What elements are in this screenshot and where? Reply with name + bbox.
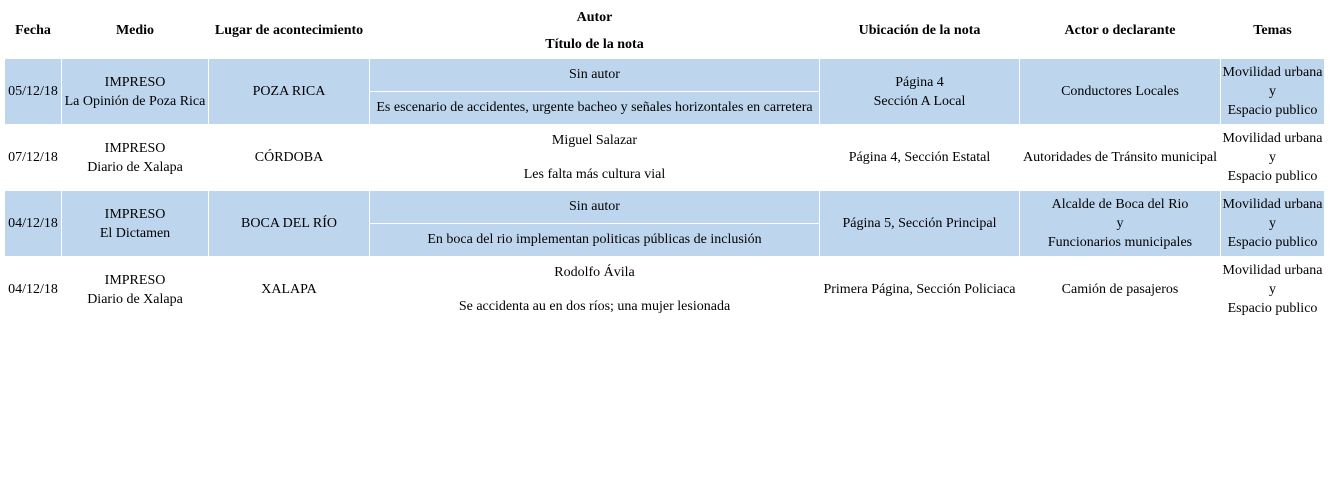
medio-tipo: IMPRESO xyxy=(104,74,166,90)
cell-lugar: XALAPA xyxy=(261,282,317,297)
cell-ubicacion: Primera Página, Sección Policiaca xyxy=(823,282,1016,297)
cell-ubicacion: Página 5, Sección Principal xyxy=(820,191,1019,256)
table-row xyxy=(5,257,1324,322)
cell-fecha: 07/12/18 xyxy=(8,150,58,165)
autor: Rodolfo Ávila xyxy=(554,265,635,280)
cell-lugar: CÓRDOBA xyxy=(254,150,324,165)
cell-fecha: 05/12/18 xyxy=(5,59,61,124)
titulo-nota: Se accidenta au en dos ríos; una mujer lesionada xyxy=(458,299,731,314)
autor: Sin autor xyxy=(370,191,819,223)
table-header xyxy=(5,4,1324,58)
table-row xyxy=(5,191,1324,256)
medio-nombre: El Dictamen xyxy=(99,225,171,241)
table-row xyxy=(5,125,1324,190)
medio-tipo: IMPRESO xyxy=(104,206,166,222)
cell-medio xyxy=(62,191,208,256)
cell-fecha: 04/12/18 xyxy=(5,191,61,256)
cell-actor: Conductores Locales xyxy=(1020,59,1220,124)
autor: Sin autor xyxy=(370,59,819,91)
header-temas: Temas xyxy=(1253,23,1292,38)
autor: Miguel Salazar xyxy=(551,133,638,148)
news-table xyxy=(5,4,1324,322)
header-medio: Medio xyxy=(115,23,155,38)
medio-nombre: La Opinión de Poza Rica xyxy=(64,93,206,109)
cell-autor-titulo xyxy=(370,191,819,256)
table-row xyxy=(5,59,1324,124)
header-fecha: Fecha xyxy=(15,23,51,38)
cell-medio xyxy=(62,59,208,124)
cell-medio xyxy=(62,257,208,322)
titulo-nota: Es escenario de accidentes, urgente bacheo y señales horizontales en carretera xyxy=(370,92,819,124)
header-lugar: Lugar de acontecimiento xyxy=(214,23,364,38)
cell-temas: Movilidad urbana y Espacio publico xyxy=(1222,263,1323,316)
cell-autor-titulo xyxy=(370,59,819,124)
medio-nombre: Diario de Xalapa xyxy=(87,291,183,307)
titulo-nota: En boca del rio implementan politicas públicas de inclusión xyxy=(370,224,819,256)
cell-temas: Movilidad urbana y Espacio publico xyxy=(1221,191,1324,256)
medio-tipo: IMPRESO xyxy=(104,272,166,288)
cell-ubicacion: Página 4 Sección A Local xyxy=(820,59,1019,124)
cell-autor-titulo xyxy=(370,257,819,322)
cell-actor: Autoridades de Tránsito municipal xyxy=(1022,150,1218,165)
cell-lugar: POZA RICA xyxy=(209,59,369,124)
cell-ubicacion: Página 4, Sección Estatal xyxy=(848,150,991,165)
cell-actor: Camión de pasajeros xyxy=(1061,282,1179,297)
cell-temas: Movilidad urbana y Espacio publico xyxy=(1221,59,1324,124)
titulo-nota: Les falta más cultura vial xyxy=(523,167,666,182)
header-ubicacion: Ubicación de la nota xyxy=(858,23,981,38)
medio-nombre: Diario de Xalapa xyxy=(87,159,183,175)
cell-actor: Alcalde de Boca del Rio y Funcionarios municipales xyxy=(1020,191,1220,256)
cell-medio xyxy=(62,125,208,190)
cell-temas: Movilidad urbana y Espacio publico xyxy=(1222,131,1323,184)
medio-tipo: IMPRESO xyxy=(104,140,166,156)
header-autor: Autor xyxy=(576,10,613,25)
header-titulo: Título de la nota xyxy=(545,37,644,52)
cell-autor-titulo xyxy=(370,125,819,190)
cell-lugar: BOCA DEL RÍO xyxy=(209,191,369,256)
cell-fecha: 04/12/18 xyxy=(8,282,58,297)
header-actor: Actor o declarante xyxy=(1064,23,1176,38)
